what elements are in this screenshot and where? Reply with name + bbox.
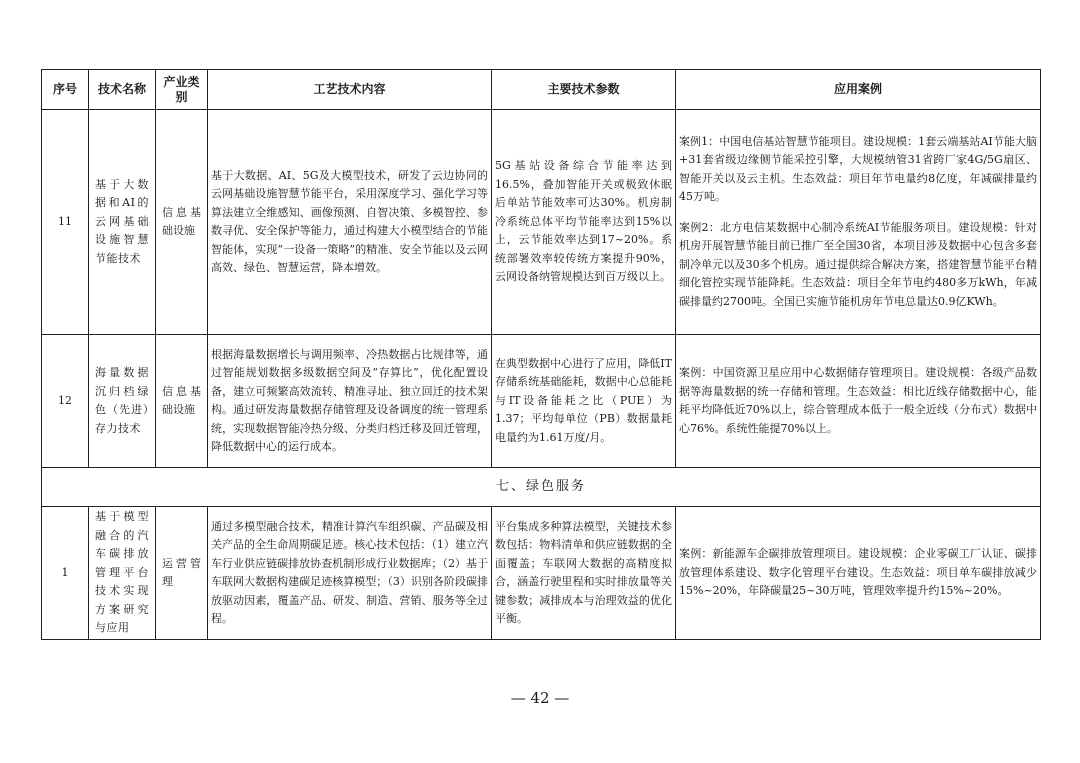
table-row xyxy=(42,335,1041,468)
row-tech-name: 海量数据沉归档绿色（先进）存力技术 xyxy=(89,335,156,468)
row-content: 通过多模型融合技术，精准计算汽车组织碳、产品碳及相关产品的全生命周期碳足迹。核心技术包括：（1）建立汽车行业供应链碳排放协查机制形成行业数据库；（2）基于车联网大数据构建碳足迹核算模型；（3）识别各阶段碳排放驱动因素，覆盖产品、研发、制造、营销、服务等全过程。 xyxy=(208,507,492,640)
row-content: 根据海量数据增长与调用频率、冷热数据占比规律等，通过智能规划数据多级数据空间及“存算比”，优化配置设备，建立可频繁高效流转、精准寻址、独立回迁的技术架构。通过研发海量数据存储管理及设备调度的统一管理系统，实现数据智能冷热分级、分类归档迁移及回迁管理，降低数据中心的运行成本。 xyxy=(208,335,492,468)
col-header-index: 序号 xyxy=(42,70,89,110)
row-content: 基于大数据、AI、5G及大模型技术，研发了云边协同的云网基础设施智慧节能平台，采用深度学习、强化学习等算法建立全维感知、画像预测、自智决策、多模智控、参数寻优、安全保护等能力，通过构建大小模型结合的节能智能体，实现“一设备一策略”的精准、安全节能以及云网高效、绿色、智慧运营，降本增效。 xyxy=(208,110,492,335)
case-item: 案例2：北方电信某数据中心制冷系统AI节能服务项目。建设规模：针对机房开展智慧节能目前已推广至全国30省，本项目涉及数据中心包含多套制冷单元以及30多个机房。通过提供综合解决方案，搭建智慧节能平台精细化管控实现节能降耗。生态效益：项目全年节电约480多万kWh，年减碳排量约2700吨。全国已实施节能机房年节电总量达0.9亿KWh。 xyxy=(679,220,1037,308)
row-tech-name: 基于模型融合的汽车碳排放管理平台技术实现方案研究与应用 xyxy=(89,507,156,640)
page-number: — 42 — xyxy=(510,689,570,707)
col-header-name: 技术名称 xyxy=(89,70,156,110)
row-category: 信息基础设施 xyxy=(156,335,208,468)
table-header-row xyxy=(42,70,1041,110)
table-row xyxy=(42,507,1041,640)
row-params: 平台集成多种算法模型，关键技术参数包括：物料清单和供应链数据的全面覆盖；车联网大数据的高精度拟合，涵盖行驶里程和实时排放量等关键参数；减排成本与治理效益的优化平衡。 xyxy=(492,507,676,640)
col-header-content: 工艺技术内容 xyxy=(208,70,492,110)
tech-table xyxy=(41,69,1041,640)
case-item: 案例：新能源车企碳排放管理项目。建设规模：企业零碳工厂认证、碳排放管理体系建设、数字化管理平台建设。生态效益：项目单车碳排放减少15%~20%，年降碳量25~30万吨，管理效率提升约15%~20%。 xyxy=(679,547,1037,598)
col-header-params: 主要技术参数 xyxy=(492,70,676,110)
row-cases xyxy=(676,110,1041,335)
row-tech-name: 基于大数据和AI的云网基础设施智慧节能技术 xyxy=(89,110,156,335)
col-header-category: 产业类别 xyxy=(156,70,208,110)
row-index: 11 xyxy=(42,110,89,335)
section-title: 七、绿色服务 xyxy=(42,468,1041,507)
section-row xyxy=(42,468,1041,507)
row-cases xyxy=(676,335,1041,468)
col-header-cases: 应用案例 xyxy=(676,70,1041,110)
row-category: 信息基础设施 xyxy=(156,110,208,335)
table-row xyxy=(42,110,1041,335)
case-item: 案例1：中国电信基站智慧节能项目。建设规模：1套云端基站AI节能大脑+31套省级边缘侧节能采控引擎，大规模纳管31省跨厂家4G/5G扇区、智能开关以及云主机。生态效益：项目年节电量约8亿度，年减碳排量约45万吨。 xyxy=(679,134,1037,204)
row-params: 5G基站设备综合节能率达到16.5%，叠加智能开关或极致休眠后单站节能效率可达30%。机房制冷系统总体平均节能率达到15%以上，云节能效率达到17~20%。系统部署效率较传统方案提升90%，云网设备纳管规模达到百万级以上。 xyxy=(492,110,676,335)
row-index: 1 xyxy=(42,507,89,640)
row-params: 在典型数据中心进行了应用，降低IT存储系统基础能耗，数据中心总能耗与IT设备能耗之比（PUE）为1.37；平均每单位（PB）数据量耗电量约为1.61万度/月。 xyxy=(492,335,676,468)
row-cases xyxy=(676,507,1041,640)
case-item: 案例：中国资源卫星应用中心数据储存管理项目。建设规模：各级产品数据等海量数据的统一存储和管理。生态效益：相比近线存储数据中心，能耗平均降低近70%以上，综合管理成本低于一般全近线（分布式）数据中心76%。系统性能提70%以上。 xyxy=(679,366,1037,435)
row-category: 运营管理 xyxy=(156,507,208,640)
row-index: 12 xyxy=(42,335,89,468)
